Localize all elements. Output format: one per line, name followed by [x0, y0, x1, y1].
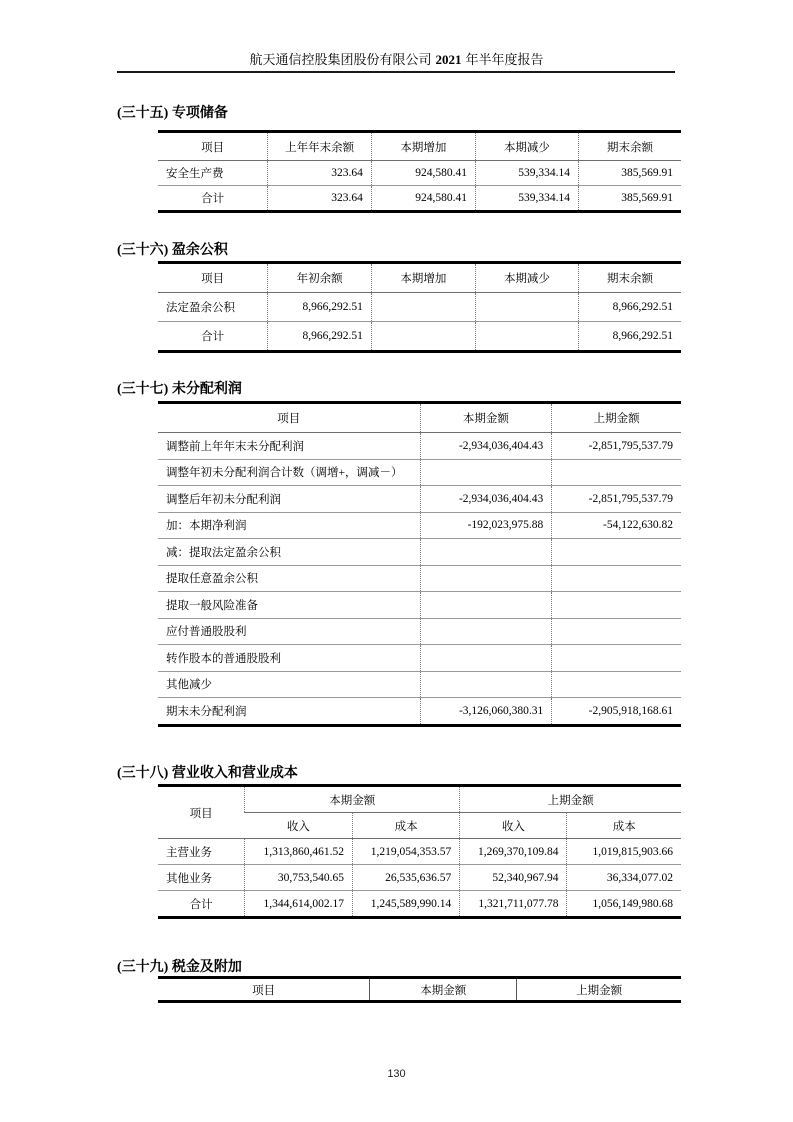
report-year: 2021: [435, 52, 462, 67]
value-cell: [371, 293, 475, 322]
table-row: [158, 891, 681, 918]
value-cell: 1,321,711,077.78: [460, 891, 567, 918]
table-row: [158, 486, 681, 513]
column-header: 本期金额: [420, 403, 552, 433]
value-cell: -2,851,795,537.79: [552, 486, 681, 513]
value-cell: -2,934,036,404.43: [420, 486, 552, 513]
row-label-cell: 转作股本的普通股股利: [158, 645, 420, 672]
value-cell: [552, 565, 681, 592]
table-body: [158, 839, 681, 918]
value-cell: [420, 592, 552, 619]
row-label-cell: 合计: [201, 193, 225, 205]
financial-table: [158, 261, 681, 353]
taxes-surcharges-table: [158, 976, 681, 1003]
table-row: [158, 671, 681, 698]
row-label-cell: 调整后年初未分配利润: [158, 486, 420, 513]
value-cell: [420, 459, 552, 486]
value-cell: 30,753,540.65: [245, 865, 353, 891]
value-cell: 1,056,149,980.68: [567, 891, 681, 918]
value-cell: 1,313,860,461.52: [245, 839, 353, 865]
table-header: [158, 786, 681, 839]
table-body: [158, 433, 681, 726]
table-body: [158, 293, 681, 352]
column-header: 年初余额: [268, 263, 372, 293]
table-row: [158, 592, 681, 619]
column-header: 本期增加: [371, 263, 475, 293]
value-cell: [475, 322, 578, 352]
value-cell: 36,334,077.02: [567, 865, 681, 891]
column-subheader: 成本: [567, 813, 681, 839]
table-header-row: [158, 263, 681, 293]
table-row: [158, 186, 681, 212]
table-row: [158, 839, 681, 865]
value-cell: 52,340,967.94: [460, 865, 567, 891]
value-cell: [552, 459, 681, 486]
table-row: [158, 698, 681, 726]
value-cell: 385,569.91: [578, 186, 681, 212]
value-cell: [420, 671, 552, 698]
column-header: 项目: [158, 403, 420, 433]
column-header: 上期金额: [552, 403, 681, 433]
value-cell: [552, 671, 681, 698]
value-cell: 26,535,636.57: [353, 865, 460, 891]
column-header: 上期金额: [517, 978, 681, 1002]
column-header: 项目: [158, 263, 268, 293]
table-row: [158, 322, 681, 352]
column-header: 项目: [158, 978, 370, 1002]
row-label-cell: 其他业务: [158, 865, 245, 891]
column-group-header: 上期金额: [460, 786, 681, 813]
row-label-cell: 主营业务: [158, 839, 245, 865]
table-header: [158, 403, 681, 433]
row-label-cell: 安全生产费: [158, 161, 268, 186]
table-row: [158, 293, 681, 322]
column-header: 本期减少: [475, 263, 578, 293]
value-cell: [552, 618, 681, 645]
row-label-cell: 调整年初未分配利润合计数（调增+，调减－）: [158, 459, 420, 486]
section-heading-special-reserves: (三十五) 专项储备: [117, 106, 228, 121]
financial-table: [158, 976, 681, 1003]
row-label-cell: 加：本期净利润: [158, 512, 420, 539]
column-header-item: 项目: [158, 786, 245, 839]
value-cell: [552, 592, 681, 619]
revenue-cost-table: [158, 784, 681, 919]
value-cell: 323.64: [268, 161, 372, 186]
value-cell: 924,580.41: [371, 186, 475, 212]
table-header: [158, 978, 681, 1002]
value-cell: 539,334.14: [475, 161, 578, 186]
table-row: [158, 618, 681, 645]
value-cell: [420, 565, 552, 592]
column-header: 期末余额: [578, 263, 681, 293]
column-subheader: 收入: [245, 813, 353, 839]
table-row: [158, 645, 681, 672]
value-cell: [420, 645, 552, 672]
special-reserves-table: [158, 130, 681, 213]
value-cell: [371, 322, 475, 352]
value-cell: [420, 618, 552, 645]
value-cell: 8,966,292.51: [578, 293, 681, 322]
financial-table: [158, 130, 681, 213]
value-cell: [475, 293, 578, 322]
page-header-title: [0, 49, 793, 68]
row-label-cell: 期末未分配利润: [166, 705, 247, 718]
section-heading-taxes-surcharges: (三十九) 税金及附加: [117, 960, 242, 975]
column-subheader: 收入: [460, 813, 567, 839]
value-cell: 323.64: [268, 186, 372, 212]
table-row: [158, 539, 681, 566]
table-header: [158, 263, 681, 293]
row-label-cell: 调整前上年年末未分配利润: [158, 433, 420, 460]
value-cell: 1,019,815,903.66: [567, 839, 681, 865]
value-cell: -54,122,630.82: [552, 512, 681, 539]
value-cell: 1,269,370,109.84: [460, 839, 567, 865]
column-header: 上年年末余额: [268, 132, 372, 161]
company-name: 航天通信控股集团股份有限公司: [249, 52, 432, 67]
surplus-reserves-table: [158, 261, 681, 353]
row-label-cell: 减：提取法定盈余公积: [158, 539, 420, 566]
table-header-row: [158, 786, 681, 813]
table-header-row: [158, 978, 681, 1002]
value-cell: 8,966,292.51: [268, 322, 372, 352]
section-heading-surplus-reserves: (三十六) 盈余公积: [117, 243, 228, 258]
row-label-cell: 提取一般风险准备: [158, 592, 420, 619]
page-number: 130: [387, 1068, 406, 1080]
table-header-row: [158, 132, 681, 161]
value-cell: -192,023,975.88: [420, 512, 552, 539]
value-cell: 8,966,292.51: [268, 293, 372, 322]
value-cell: -2,851,795,537.79: [552, 433, 681, 460]
row-label-cell: 应付普通股股利: [158, 618, 420, 645]
value-cell: 1,245,589,990.14: [353, 891, 460, 918]
column-subheader: 成本: [353, 813, 460, 839]
value-cell: [420, 539, 552, 566]
table-row: [158, 565, 681, 592]
value-cell: -3,126,060,380.31: [420, 698, 552, 726]
table-row: [158, 161, 681, 186]
financial-table: [158, 784, 681, 919]
column-header: 期末余额: [578, 132, 681, 161]
undistributed-profit-table: [158, 401, 681, 727]
column-header: 本期金额: [370, 978, 517, 1002]
value-cell: -2,905,918,168.61: [552, 698, 681, 726]
table-row: [158, 865, 681, 891]
table-body: [158, 161, 681, 212]
table-header: [158, 132, 681, 161]
report-period: 年半年度报告: [465, 52, 544, 67]
financial-table: [158, 401, 681, 727]
table-row: [158, 459, 681, 486]
value-cell: -2,934,036,404.43: [420, 433, 552, 460]
header-divider: [117, 71, 675, 73]
row-label-cell: 提取任意盈余公积: [158, 565, 420, 592]
value-cell: 924,580.41: [371, 161, 475, 186]
section-heading-undistributed-profit: (三十七) 未分配利润: [117, 382, 242, 397]
column-header: 本期增加: [371, 132, 475, 161]
column-header: 项目: [158, 132, 268, 161]
value-cell: 8,966,292.51: [578, 322, 681, 352]
value-cell: 1,344,614,002.17: [245, 891, 353, 918]
value-cell: [552, 539, 681, 566]
section-heading-revenue-cost: (三十八) 营业收入和营业成本: [117, 766, 298, 781]
column-header: 本期减少: [475, 132, 578, 161]
value-cell: 539,334.14: [475, 186, 578, 212]
table-row: [158, 512, 681, 539]
row-label-cell: 法定盈余公积: [158, 293, 268, 322]
value-cell: 385,569.91: [578, 161, 681, 186]
row-label-cell: 合计: [201, 331, 225, 343]
row-label-cell: 其他减少: [158, 671, 420, 698]
table-header-row: [158, 403, 681, 433]
value-cell: 1,219,054,353.57: [353, 839, 460, 865]
table-row: [158, 433, 681, 460]
row-label-cell: 合计: [189, 898, 213, 911]
value-cell: [552, 645, 681, 672]
column-group-header: 本期金额: [245, 786, 460, 813]
